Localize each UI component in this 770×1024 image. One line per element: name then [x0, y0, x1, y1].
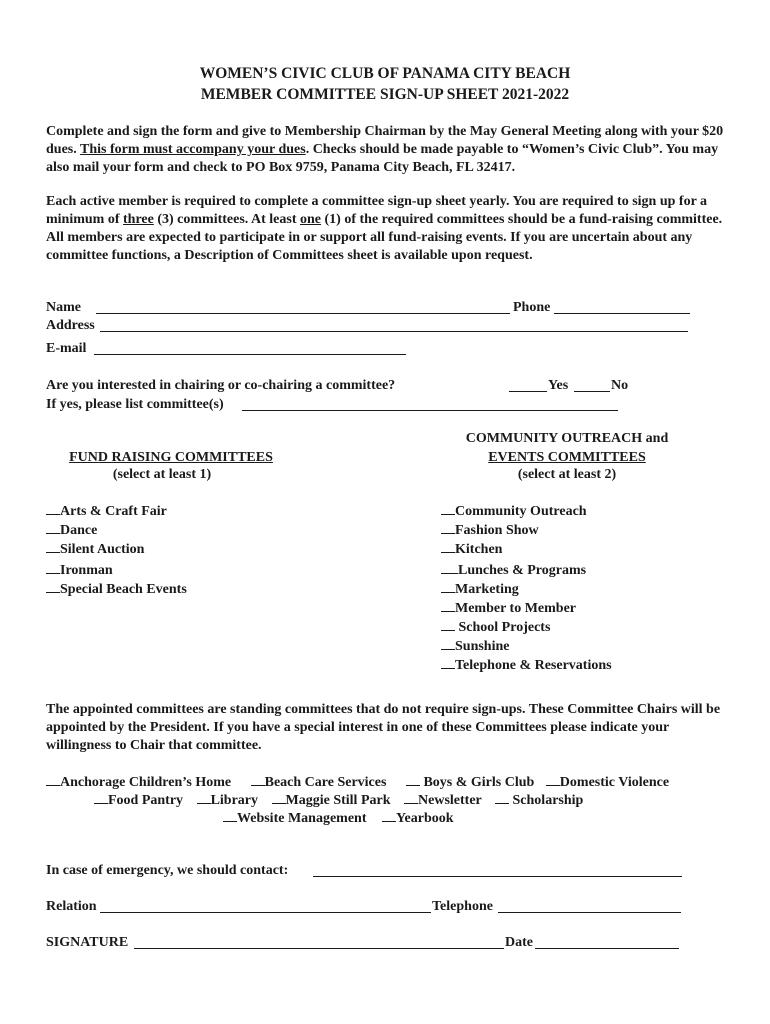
list-item[interactable]: Special Beach Events	[46, 580, 187, 599]
relation-label: Relation	[46, 899, 97, 914]
no-checkbox[interactable]	[574, 379, 610, 392]
requirements-paragraph: Each active member is required to complete a committee sign-up sheet yearly. You are required to sign up for a minimum of three (3) committees. At least one (1) of the required committees should be a fund-raising committee. All members are expected to participate in or support all fund-raising events. If you are uncertain about any committee functions, a Description of Committees sheet is available upon request.	[46, 194, 723, 263]
chair-list-label: If yes, please list committee(s)	[46, 397, 224, 412]
checkbox-blank[interactable]	[495, 791, 509, 804]
emergency-contact-field[interactable]	[313, 863, 682, 877]
list-item[interactable]: Fashion Show	[441, 521, 612, 540]
checkbox-blank[interactable]	[404, 791, 418, 804]
checkbox-blank[interactable]	[546, 773, 560, 786]
checkbox-blank[interactable]	[441, 580, 455, 593]
list-item[interactable]: Community Outreach	[441, 502, 612, 521]
list-item[interactable]: Kitchen	[441, 540, 612, 559]
checkbox-blank[interactable]	[441, 637, 455, 650]
fund-raising-list	[46, 502, 187, 599]
appointed-item: Food Pantry	[108, 793, 184, 808]
email-field[interactable]	[94, 341, 406, 355]
title-line-1: WOMEN’S CIVIC CLUB OF PANAMA CITY BEACH	[199, 65, 571, 82]
checkbox-blank[interactable]	[46, 540, 60, 553]
list-item[interactable]: Dance	[46, 521, 187, 540]
checkbox-blank[interactable]	[441, 656, 455, 669]
checkbox-blank[interactable]	[441, 502, 455, 515]
intro-paragraph: Complete and sign the form and give to Membership Chairman by the May General Meeting along with your $20 dues. This form must accompany your dues. Checks should be made payable to “Women’s Civic Club”. You may also mail your form and check to PO Box 9759, Panama City Beach, FL 32417.	[46, 124, 724, 175]
appointed-item: Anchorage Children’s Home	[60, 775, 232, 790]
checkbox-blank[interactable]	[46, 773, 60, 786]
appointed-row-2	[94, 791, 583, 810]
checkbox-blank[interactable]	[46, 502, 60, 515]
list-item[interactable]: Member to Member	[441, 599, 612, 618]
community-subtitle: (select at least 2)	[517, 467, 617, 482]
checkbox-blank[interactable]	[223, 809, 237, 822]
list-item[interactable]: Lunches & Programs	[441, 561, 612, 580]
checkbox-blank[interactable]	[441, 540, 455, 553]
checkbox-blank[interactable]	[94, 791, 108, 804]
checkbox-blank[interactable]	[251, 773, 265, 786]
checkbox-blank[interactable]	[441, 521, 455, 534]
email-label: E-mail	[46, 341, 87, 356]
appointed-item: Newsletter	[418, 793, 482, 808]
appointed-item: Beach Care Services	[264, 775, 387, 790]
checkbox-blank[interactable]	[406, 773, 420, 786]
appointed-item: Library	[210, 793, 259, 808]
appointed-item: Scholarship	[512, 793, 584, 808]
appointed-item: Maggie Still Park	[285, 793, 391, 808]
phone-label: Phone	[513, 300, 551, 315]
fund-raising-title: FUND RAISING COMMITTEES	[69, 450, 273, 465]
list-item[interactable]: Sunshine	[441, 637, 612, 656]
checkbox-blank[interactable]	[382, 809, 396, 822]
phone-field[interactable]	[554, 300, 690, 314]
checkbox-blank[interactable]	[441, 618, 455, 631]
emergency-contact-label: In case of emergency, we should contact:	[46, 863, 289, 878]
checkbox-blank[interactable]	[46, 580, 60, 593]
checkbox-blank[interactable]	[197, 791, 211, 804]
date-label: Date	[505, 935, 533, 950]
telephone-field[interactable]	[498, 899, 681, 913]
list-item[interactable]: Telephone & Reservations	[441, 656, 612, 675]
list-item[interactable]: School Projects	[441, 618, 612, 637]
checkbox-blank[interactable]	[272, 791, 286, 804]
appointed-row-1	[46, 773, 669, 792]
checkbox-blank[interactable]	[46, 521, 60, 534]
signature-field[interactable]	[134, 935, 504, 949]
yes-checkbox[interactable]	[509, 379, 547, 392]
signature-label: SIGNATURE	[46, 935, 129, 950]
no-label: No	[611, 378, 629, 393]
telephone-label: Telephone	[432, 899, 493, 914]
fund-raising-subtitle: (select at least 1)	[112, 467, 212, 482]
chair-list-field[interactable]	[242, 397, 618, 411]
appointed-item: Website Management	[237, 811, 367, 826]
address-label: Address	[46, 318, 95, 333]
checkbox-blank[interactable]	[441, 599, 455, 612]
list-item[interactable]: Ironman	[46, 561, 187, 580]
appointed-item: Yearbook	[395, 811, 454, 826]
list-item[interactable]: Arts & Craft Fair	[46, 502, 187, 521]
list-item[interactable]: Silent Auction	[46, 540, 187, 559]
appointed-item: Domestic Violence	[559, 775, 670, 790]
name-label: Name	[46, 300, 81, 315]
title-line-2: MEMBER COMMITTEE SIGN-UP SHEET 2021-2022	[200, 86, 570, 103]
name-field[interactable]	[96, 300, 510, 314]
community-title-line-2: EVENTS COMMITTEES	[488, 450, 646, 465]
yes-label: Yes	[548, 378, 569, 393]
community-list	[441, 502, 612, 675]
appointed-item: Boys & Girls Club	[423, 775, 535, 790]
community-title-line-1: COMMUNITY OUTREACH and	[465, 431, 669, 446]
relation-field[interactable]	[100, 899, 431, 913]
chair-question: Are you interested in chairing or co-chairing a committee?	[46, 378, 396, 393]
date-field[interactable]	[535, 935, 679, 949]
address-field[interactable]	[100, 318, 688, 332]
checkbox-blank[interactable]	[46, 561, 60, 574]
checkbox-blank[interactable]	[441, 561, 458, 574]
appointed-row-3	[223, 809, 454, 828]
appointed-paragraph: The appointed committees are standing committees that do not require sign-ups. These Committee Chairs will be appointed by the President. If you have a special interest in one of these Committees please indicate your willingness to Chair that committee.	[46, 702, 721, 753]
dues-emphasis: This form must accompany your dues	[79, 142, 306, 157]
list-item[interactable]: Marketing	[441, 580, 612, 599]
